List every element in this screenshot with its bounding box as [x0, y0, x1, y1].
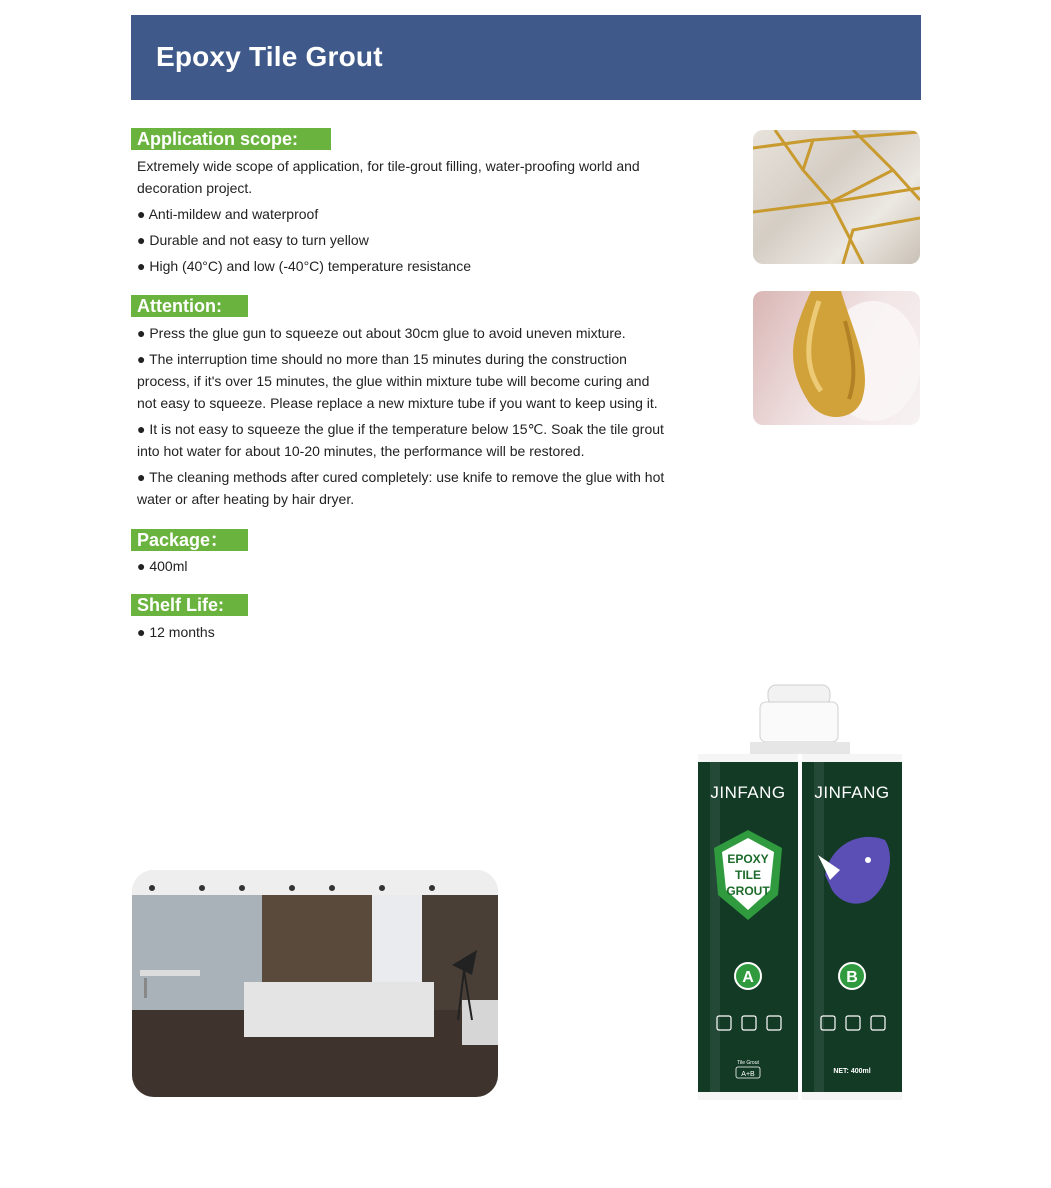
brand-name-b: JINFANG — [814, 783, 890, 802]
package-value: ● 400ml — [137, 558, 188, 574]
shield-text-epoxy: EPOXY — [727, 852, 769, 866]
product-cartridge — [690, 680, 930, 1105]
package-heading: Package： — [131, 529, 248, 551]
application-bullet: ● Anti-mildew and waterproof — [137, 206, 319, 222]
package-text — [137, 555, 672, 581]
attention-bullet: ● Press the glue gun to squeeze out about 30cm glue to avoid uneven mixture. — [137, 325, 626, 341]
application-intro: Extremely wide scope of application, for tile-grout filling, water-proofing world and decoration project. — [137, 158, 640, 196]
attention-heading: Attention: — [131, 295, 248, 317]
application-scope-text — [137, 155, 672, 281]
page-title: Epoxy Tile Grout — [156, 41, 383, 72]
net-volume: NET: 400ml — [833, 1068, 871, 1075]
attention-bullet: ● It is not easy to squeeze the glue if the temperature below 15℃. Soak the tile grout into hot water for about 10-20 minutes, the performance will be restored. — [137, 421, 664, 459]
shield-text-grout: GROUT — [726, 884, 770, 898]
shelf-life-heading: Shelf Life: — [131, 594, 248, 616]
title-banner — [131, 15, 921, 100]
mix-label: A+B — [741, 1071, 755, 1078]
application-bullet: ● High (40°C) and low (-40°C) temperature resistance — [137, 258, 472, 274]
attention-bullet: ● The cleaning methods after cured completely: use knife to remove the glue with hot water or after heating by hair dryer. — [137, 469, 665, 507]
shield-text-tile: TILE — [735, 868, 761, 882]
office-interior-photo — [132, 870, 498, 1097]
tile-grout-label: Tile Grout — [737, 1060, 759, 1066]
glue-sample-photo — [753, 291, 920, 425]
tile-grout-photo — [753, 130, 920, 264]
application-scope-heading: Application scope: — [131, 128, 331, 150]
attention-bullet: ● The interruption time should no more than 15 minutes during the construction process, if it's over 15 minutes, the glue within mixture tube will become curing and not easy to squeeze. Please replace a new mixture tube if you want to keep using it. — [137, 351, 658, 411]
shelf-life-value: ● 12 months — [137, 624, 215, 640]
tube-a-letter: A — [742, 969, 754, 986]
shelf-life-text — [137, 621, 672, 647]
attention-text — [137, 322, 672, 514]
tube-b-letter: B — [846, 969, 858, 986]
brand-name-a: JINFANG — [710, 783, 786, 802]
application-bullet: ● Durable and not easy to turn yellow — [137, 232, 369, 248]
